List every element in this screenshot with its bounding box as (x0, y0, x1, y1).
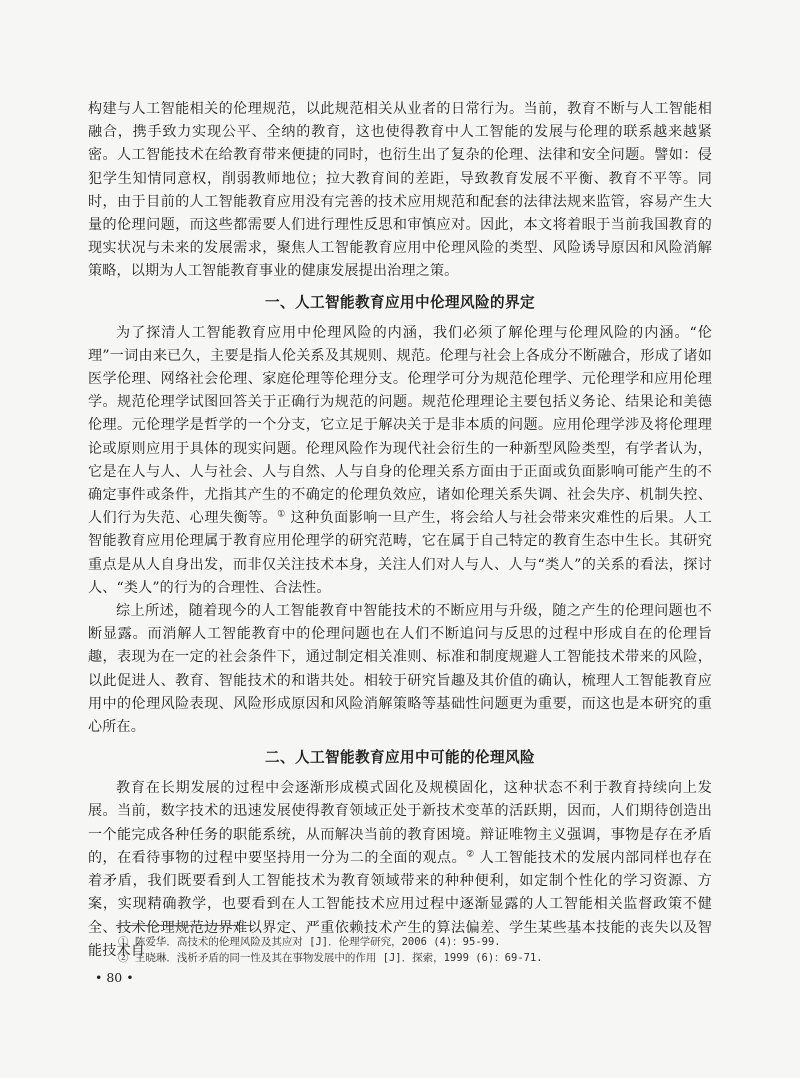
article-body (88, 98, 712, 963)
footnotes (118, 934, 718, 966)
footnote-marker-1: ① (277, 509, 286, 520)
section-1-heading: 一、人工智能教育应用中伦理风险的界定 (265, 293, 535, 311)
section-1-paragraph-1 (88, 322, 712, 600)
intro-paragraph: 构建与人工智能相关的伦理规范，以此规范相关从业者的日常行为。当前，教育不断与人工智能相融合，携手致力实现公平、全纳的教育，这也使得教育中人工智能的发展与伦理的联系越来越紧密。人工智能技术在给教育带来便捷的同时，也衍生出了复杂的伦理、法律和安全问题。譬如：侵犯学生知情同意权，削弱教师地位；拉大教育间的差距，导致教育发展不平衡、教育不平等。同时，由于目前的人工智能教育应用没有完善的技术应用规范和配套的法律法规来监管，容易产生大量的伦理问题，而这些都需要人们进行理性反思和审慎应对。因此，本文将着眼于当前我国教育的现实状况与未来的发展需求，聚焦人工智能教育应用中伦理风险的类型、风险诱导原因和风险消解策略，以期为人工智能教育事业的健康发展提出治理之策。 (88, 101, 712, 280)
footnote-2: ② 王晓琳．浅析矛盾的同一性及其在事物发展中的作用 [J]．探索，1999 (6)：69-71. (118, 952, 543, 964)
footnote-1: ① 陈爱华．高技术的伦理风险及其应对 [J]．伦理学研究，2006 (4)：95-99. (118, 936, 501, 948)
paragraph-text: 这种负面影响一旦产生，将会给人与社会带来灾难性的后果。人工智能教育应用伦理属于教育应用伦理学的研究范畴，它在属于自己特定的教育生态中生长。其研究重点是从人自身出发，而非仅关注技术本身，关注人们对人与人、人与“类人”的关系的看法，探讨人、“类人”的行为的合理性、合法性。 (88, 510, 713, 596)
paragraph-text: 人工智能技术的发展内部同样也存在着矛盾，我们既要看到人工智能技术为教育领域带来的种种便利，如定制个性化的学习资源、方案，实现精确教学，也要看到在人工智能技术应用过程中逐渐显露的人工智能相关监督政策不健全、技术伦理规范边界难以界定、严重依赖技术产生的算法偏差、学生某些基本技能的丧失以及智能技术自 (88, 849, 713, 959)
page-number: • 80 • (95, 970, 134, 985)
section-1-paragraph-2: 综上所述，随着现今的人工智能教育中智能技术的不断应用与升级，随之产生的伦理问题也不断显露。而消解人工智能教育中的伦理问题也在人们不断追问与反思的过程中形成自在的伦理旨趣，表现为在一定的社会条件下，通过制定相关准则、标准和制度规避人工智能技术带来的风险，以此促进人、教育、智能技术的和谐共处。相较于研究旨趣及其价值的确认，梳理人工智能教育应用中的伦理风险表现、风险形成原因和风险消解策略等基础性问题更为重要，而这也是本研究的重心所在。 (88, 603, 712, 736)
footnote-marker-2: ② (466, 849, 475, 860)
paragraph-text: 为了探清人工智能教育应用中伦理风险的内涵，我们必须了解伦理与伦理风险的内涵。“伦理”一词由来已久，主要是指人伦关系及其规则、规范。伦理与社会上各成分不断融合，形成了诸如医学伦理、网络社会伦理、家庭伦理等伦理分支。伦理学可分为规范伦理学、元伦理学和应用伦理学。规范伦理学试图回答关于正确行为规范的问题。规范伦理理论主要包括义务论、结果论和美德伦理。元伦理学是哲学的一个分支，它立足于解决关于是非本质的问题。应用伦理学涉及将伦理理论或原则应用于具体的现实问题。伦理风险作为现代社会衍生的一种新型风险类型，有学者认为，它是在人与人、人与社会、人与自然、人与自身的伦理关系方面由于正面或负面影响可能产生的不确定事件或条件，尤指其产生的不确定的伦理负效应，诸如伦理关系失调、社会失序、机制失控、人们行为失范、心理失衡等。 (88, 324, 712, 527)
paragraph-text: 教育在长期发展的过程中会逐渐形成模式固化及规模固化，这种状态不利于教育持续向上发展。当前，数字技术的迅速发展使得教育领域正处于新技术变革的活跃期，因而，人们期待创造出一个能完成各种任务的职能系统，从而解决当前的教育困境。辩证唯物主义强调，事物是存在矛盾的，在看待事物的过程中要坚持用一分为二的全面的观点。 (88, 780, 712, 866)
footnote-divider (116, 925, 254, 926)
section-2-heading: 二、人工智能教育应用中可能的伦理风险 (265, 749, 535, 767)
